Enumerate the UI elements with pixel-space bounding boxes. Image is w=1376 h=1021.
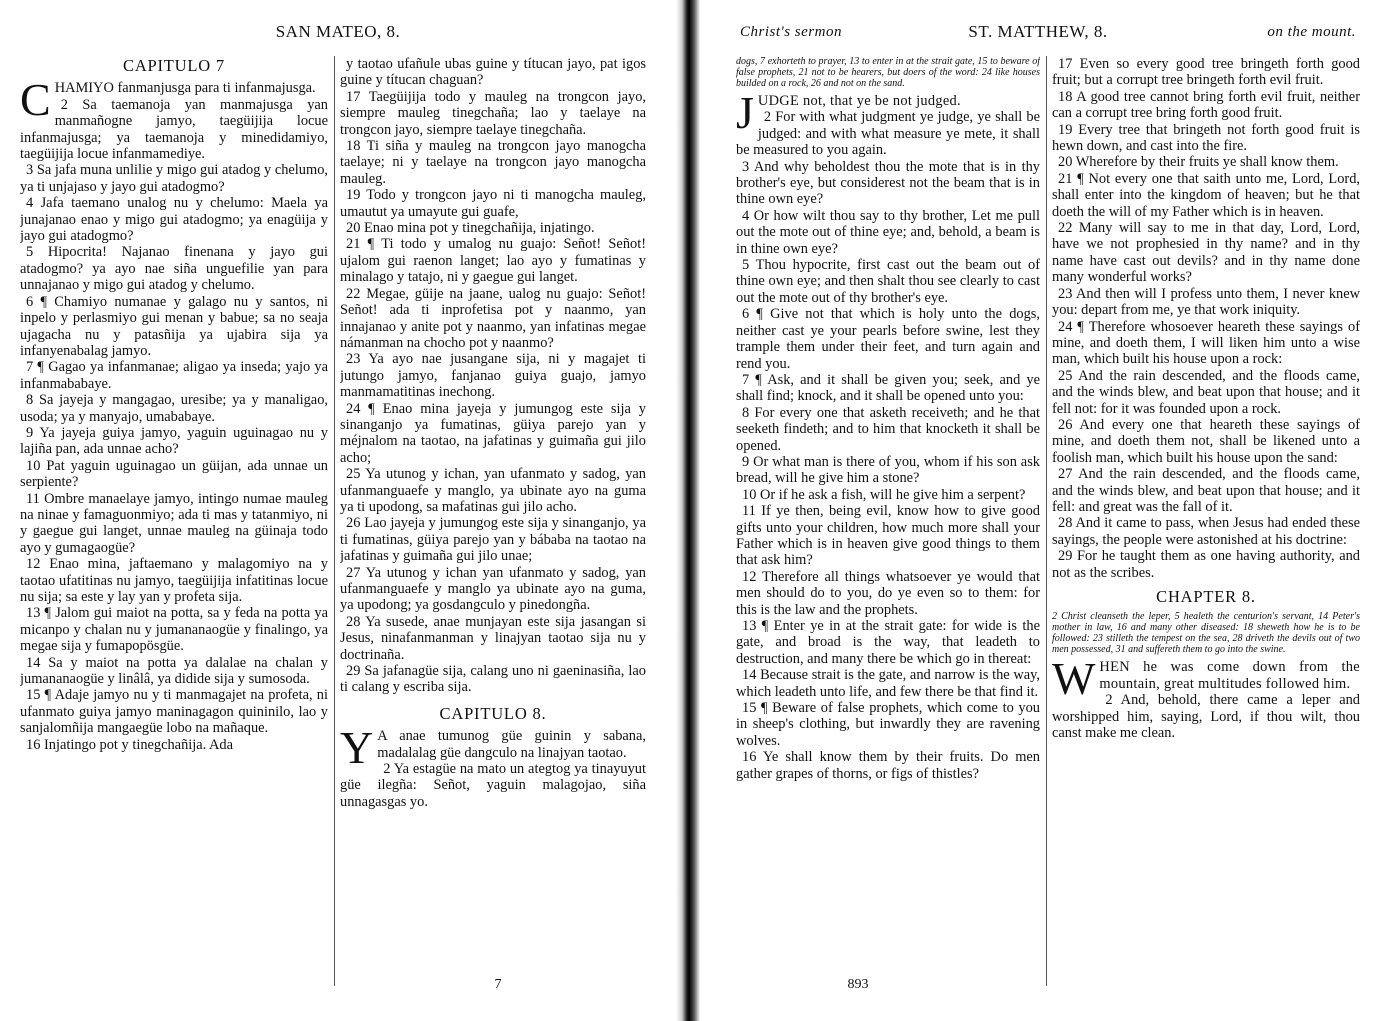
verse: 27 And the rain descended, and the floods came, and the winds blew, and beat upon that house; and it fell: and great was the fall of it. [1052,466,1360,515]
verse: 22 Many will say to me in that day, Lord, Lord, have we not prophesied in thy name? and in thy name have cast out devils? and in thy name done many wonderful works? [1052,220,1360,286]
verse: 11 If ye then, being evil, know how to give good gifts unto your children, how much more shall your Father which is in heaven give good things to them that ask him? [736,503,1040,569]
left-page [0,0,676,1021]
first-verse-text: HEN he was come down from the mountain, great multitudes followed him. [1099,659,1360,692]
verse: 2 Sa taemanoja yan manmajusga yan manmañogne jamyo, taegüijija locue infanmajusga; ya taemanoja y minedidamiyo, taegüijija locue infanmamediye. [20,96,328,163]
running-head-title: ST. MATTHEW, 8. [968,22,1108,41]
verse: 15 ¶ Adaje jamyo nu y ti manmagajet na profeta, ni ufanmato guiya jamyo maninagagon quininilo, lao y sanjalomñija mangaegüe lobo na mañaque. [20,687,328,737]
drop-cap: W [1052,653,1096,705]
verse: 5 Hipocrita! Najanao finenana y jayo gui atadogmo? ya ayo nae siña unguefilie yan para unnajanao y migo gui atadog y chelumo. [20,244,328,294]
first-verse [20,74,328,126]
verse: 25 Ya utunog y ichan, yan ufanmato y sadog, yan ufanmanguaefe y manglo, ya ubinate ayo na guma ya ti upodong, sa mafatinas gui jilo acho. [340,466,646,515]
left-column-2 [340,56,646,991]
right-column-1 [736,56,1040,991]
first-verse [340,722,646,774]
verse: 18 Ti siña y mauleg na trongcon jayo manogcha taelaye; ni y taelaye na trongcon jayo manogcha mauleg. [340,138,646,187]
verse: 14 Sa y maiot na potta ya dalalae na chalan y jumananaogüe y linâlâ, ya didide sija y sumosoda. [20,654,328,688]
verse: 26 And every one that heareth these sayings of mine, and doeth them not, shall be likened unto a foolish man, which built his house upon the sand: [1052,416,1360,466]
chapter-summary: 2 Christ cleanseth the leper, 5 healeth the centurion's servant, 14 Peter's mother in law, 16 and many other diseased: 18 sheweth how he is to be followed: 23 stilleth the tempest on the sea, 28 driveth the devils out of two men possessed, 31 and suffereth them to go into the swine. [1052,611,1360,656]
chapter-heading: CHAPTER 8. [1156,587,1256,606]
verse: 5 Thou hypocrite, first cast out the beam out of thine own eye; and then shalt thou see clearly to cast out the mote out of thy brother's eye. [736,257,1040,306]
verse: 20 Enao mina pot y tinegchañija, injatingo. [346,220,595,237]
verse: 7 ¶ Ask, and it shall be given you; seek, and ye shall find; knock, and it shall be opened unto you: [736,371,1040,405]
verse: 24 ¶ Enao mina jayeja y jumungog este sija y sinanganjo ya fumatinas, güiya parejo yan y méjnalom na taotao, na jafatinas y guimaña gui jilo acho; [340,400,646,466]
chapter-heading: CAPITULO 8. [439,703,547,723]
verse-list [340,761,646,810]
verse: 9 Or what man is there of you, whom if his son ask bread, will he give him a stone? [736,453,1040,487]
verse: 10 Pat yaguin uguinagao un güijan, ada unnae un serpiente? [20,457,328,491]
verse: 16 Ye shall know them by their fruits. Do men gather grapes of thorns, or figs of thistles? [736,749,1040,782]
left-column-1 [20,56,328,991]
book-gutter [676,0,700,1021]
verse-list [1052,692,1360,741]
verse: 19 Every tree that bringeth not forth good fruit is hewn down, and cast into the fire. [1052,121,1360,155]
verse: 4 Or how wilt thou say to thy brother, Let me pull out the mote out of thine eye; and, behold, a beam is in thine own eye? [736,207,1040,257]
verse-list [20,97,328,753]
verse: 17 Taegüijija todo y mauleg na trongcon jayo, siempre mauleg tinegchaña; lao y taelaye na trongcon jayo, siempre taelaye tinegchaña. [340,88,646,138]
verse: 8 For every one that asketh receiveth; and he that seeketh findeth; and to him that knocketh it shall be opened. [736,404,1040,454]
first-verse-text: A anae tumunog güe guinin y sabana, madalalag güe dangculo na linajyan taotao. [377,728,646,761]
running-head-left: Christ's sermon [740,24,842,40]
chapter-summary: dogs, 7 exhorteth to prayer, 13 to enter in at the strait gate, 15 to beware of false prophets, 21 not to be hearers, but doers of the word: 24 like houses builded on a rock, 26 and not on the sand. [736,56,1040,89]
verse: 16 Injatingo pot y tinegchañija. Ada [26,736,234,753]
verse: 6 ¶ Chamiyo numanae y galago nu y santos, ni inpelo y perlasmiyo gui menan y babue; sa no seaja ujagacha nu y patasñija ya ujabira sija ya infanyenabalag jamyo. [20,293,328,359]
verse: 26 Lao jayeja y jumungog este sija y sinanganjo, ya ti fumatinas, güiya parejo yan y bábaba na taotao na jafatinas y guimaña gui jilo unae; [340,515,646,565]
verse: 12 Therefore all things whatsoever ye would that men should do to you, do ye even so to them: for this is the law and the prophets. [736,568,1040,618]
right-page [700,0,1376,1021]
running-head-title: SAN MATEO, 8. [275,22,401,41]
verse: 29 Sa jafanagüe sija, calang uno ni gaeninasiña, lao ti calang y escriba sija. [340,663,646,696]
verse: 23 Ya ayo nae jusangane sija, ni y magajet ti jutungo jamyo, fanjanao guiya guajo, jamyo manmamatitinas inechong. [340,351,646,401]
running-head [700,22,1376,46]
verse: 21 ¶ Ti todo y umalog nu guajo: Señot! Señot! ujalom gui raenon langet; lao ayo y fumatinas y minalago y tatajo, ni y gaegue gui langet. [340,236,646,286]
column-rule [334,56,335,986]
verse: 23 And then will I profess unto them, I never knew you: depart from me, ye that work iniquity. [1052,285,1360,319]
verse-list [1052,56,1360,581]
verse: 8 Sa jayeja y mangagao, uresibe; ya y manaligao, usoda; ya y manyajo, umababaye. [20,392,328,425]
verse: 28 Ya susede, anae munjayan este sija jasangan si Jesus, ninafanmanman y linajyan taotao sija nu y doctrinaña. [340,613,646,663]
right-column-2 [1052,56,1360,991]
verse-list [340,56,646,696]
verse: 11 Ombre manaelaye jamyo, intingo numae mauleg na ninae y famaguonmiyo; ada ti mas y tatanmiyo, ni y gaegue gui langet, unnae mauleg na güinaja todo ayo y gumagaogüe? [20,490,328,556]
verse: 3 And why beholdest thou the mote that is in thy brother's eye, but considerest not the beam that is in thine own eye? [736,158,1040,208]
verse: 2 Ya estagüe na mato un ategtog ya tinayuyut güe ilegña: Señot, yaguin malagojao, siña unnagasgas yo. [340,761,646,810]
verse: 7 ¶ Gagao ya infanmanae; aligao ya inseda; yajo ya infanmababaye. [20,359,328,392]
verse: 22 Megae, güije na jaane, ualog nu guajo: Señot! Señot! ada ti inprofetisa pot y naanmo, yan innajanao y anite pot y naanmo, yan infatinas megae námanman na chocho pot y naanmo? [340,285,646,351]
verse: 13 ¶ Enter ye in at the strait gate: for wide is the gate, and broad is the way, that leadeth to destruction, and many there be which go in thereat: [736,618,1040,667]
verse: 13 ¶ Jalom gui maiot na potta, sa y feda na potta ya micanpo y chalan nu y jumananaogüe y finalingo, ya megae sija y fumapopösgüe. [20,605,328,655]
first-verse [1052,653,1360,705]
verse: 18 A good tree cannot bring forth evil fruit, neither can a corrupt tree bring forth good fruit. [1052,88,1360,122]
verse: 29 For he taught them as one having authority, and not as the scribes. [1052,548,1360,581]
running-head-right: on the mount. [1267,24,1356,40]
verse-list [736,109,1040,782]
verse: 19 Todo y trongcon jayo ni ti manogcha mauleg, umautut ya umayute gui guafe, [340,187,646,220]
verse: 9 Ya jayeja guiya jamyo, yaguin uguinagao nu y lajiña pan, ada unnae acho? [20,424,328,458]
verse: 20 Wherefore by their fruits ye shall know them. [1058,154,1339,171]
first-verse-text: HAMIYO fanmanjusga para ti infanmajusga. [54,80,316,97]
verse: 21 ¶ Not every one that saith unto me, Lord, Lord, shall enter into the kingdom of heaven; but he that doeth the will of my Father which is in heaven. [1052,170,1360,220]
page-number: 7 [494,977,502,992]
verse: 6 ¶ Give not that which is holy unto the dogs, neither cast ye your pearls before swine, lest they trample them under their feet, and turn again and rend you. [736,306,1040,372]
drop-cap: Y [340,722,374,774]
verse: 14 Because strait is the gate, and narrow is the way, which leadeth unto life, and few there be that find it. [736,667,1040,700]
verse: 15 ¶ Beware of false prophets, which come to you in sheep's clothing, but inwardly they are ravening wolves. [736,700,1040,749]
page-number: 893 [847,977,869,992]
verse: 3 Sa jafa muna unlilie y migo gui atadog y chelumo, ya ti unjajaso y jayo gui atadogmo? [20,162,328,195]
verse: 24 ¶ Therefore whosoever heareth these sayings of mine, and doeth them, I will liken him unto a wise man, which built his house upon a rock: [1052,318,1360,368]
drop-cap: C [20,74,51,126]
verse: 4 Jafa taemano unalog nu y chelumo: Maela ya junajanao enao y migo gui atadogmo; ya enagüija y jayo gui atadogmo? [20,195,328,245]
drop-cap: J [736,87,754,138]
verse: 17 Even so every good tree bringeth forth good fruit; but a corrupt tree bringeth forth evil fruit. [1052,56,1360,89]
verse: 10 Or if he ask a fish, will he give him a serpent? [742,486,1026,503]
column-rule [1046,56,1047,986]
verse: 27 Ya utunog y ichan yan ufanmato y sadog, yan ufanmanguaefe y manglo ya ubinate ayo na guma, ya upodong; ya gosdangculo y pinedongña. [340,564,646,614]
verse: 25 And the rain descended, and the floods came, and the winds blew, and beat upon that house; and it fell not: for it was founded upon a rock. [1052,367,1360,417]
verse: 12 Enao mina, jaftaemano y malagomiyo na y taotao ufatitinas nu jamyo, taegüijija infatitinas locue nu sija; sa este y lay yan y profeta sija. [20,556,328,605]
verse: y taotao ufañule ubas guine y títucan jayo, pat igos guine y títucan chaguan? [340,56,646,89]
verse: 2 And, behold, there came a leper and worshipped him, saying, Lord, if thou wilt, thou canst make me clean. [1052,692,1360,742]
running-head [0,22,676,46]
first-verse-text: UDGE not, that ye be not judged. [757,93,961,109]
verse: 2 For with what judgment ye judge, ye shall be judged: and with what measure ye mete, it shall be measured to you again. [736,109,1040,159]
chapter-heading: CAPITULO 7 [123,56,225,75]
verse: 28 And it came to pass, when Jesus had ended these sayings, the people were astonished at his doctrine: [1052,515,1360,548]
